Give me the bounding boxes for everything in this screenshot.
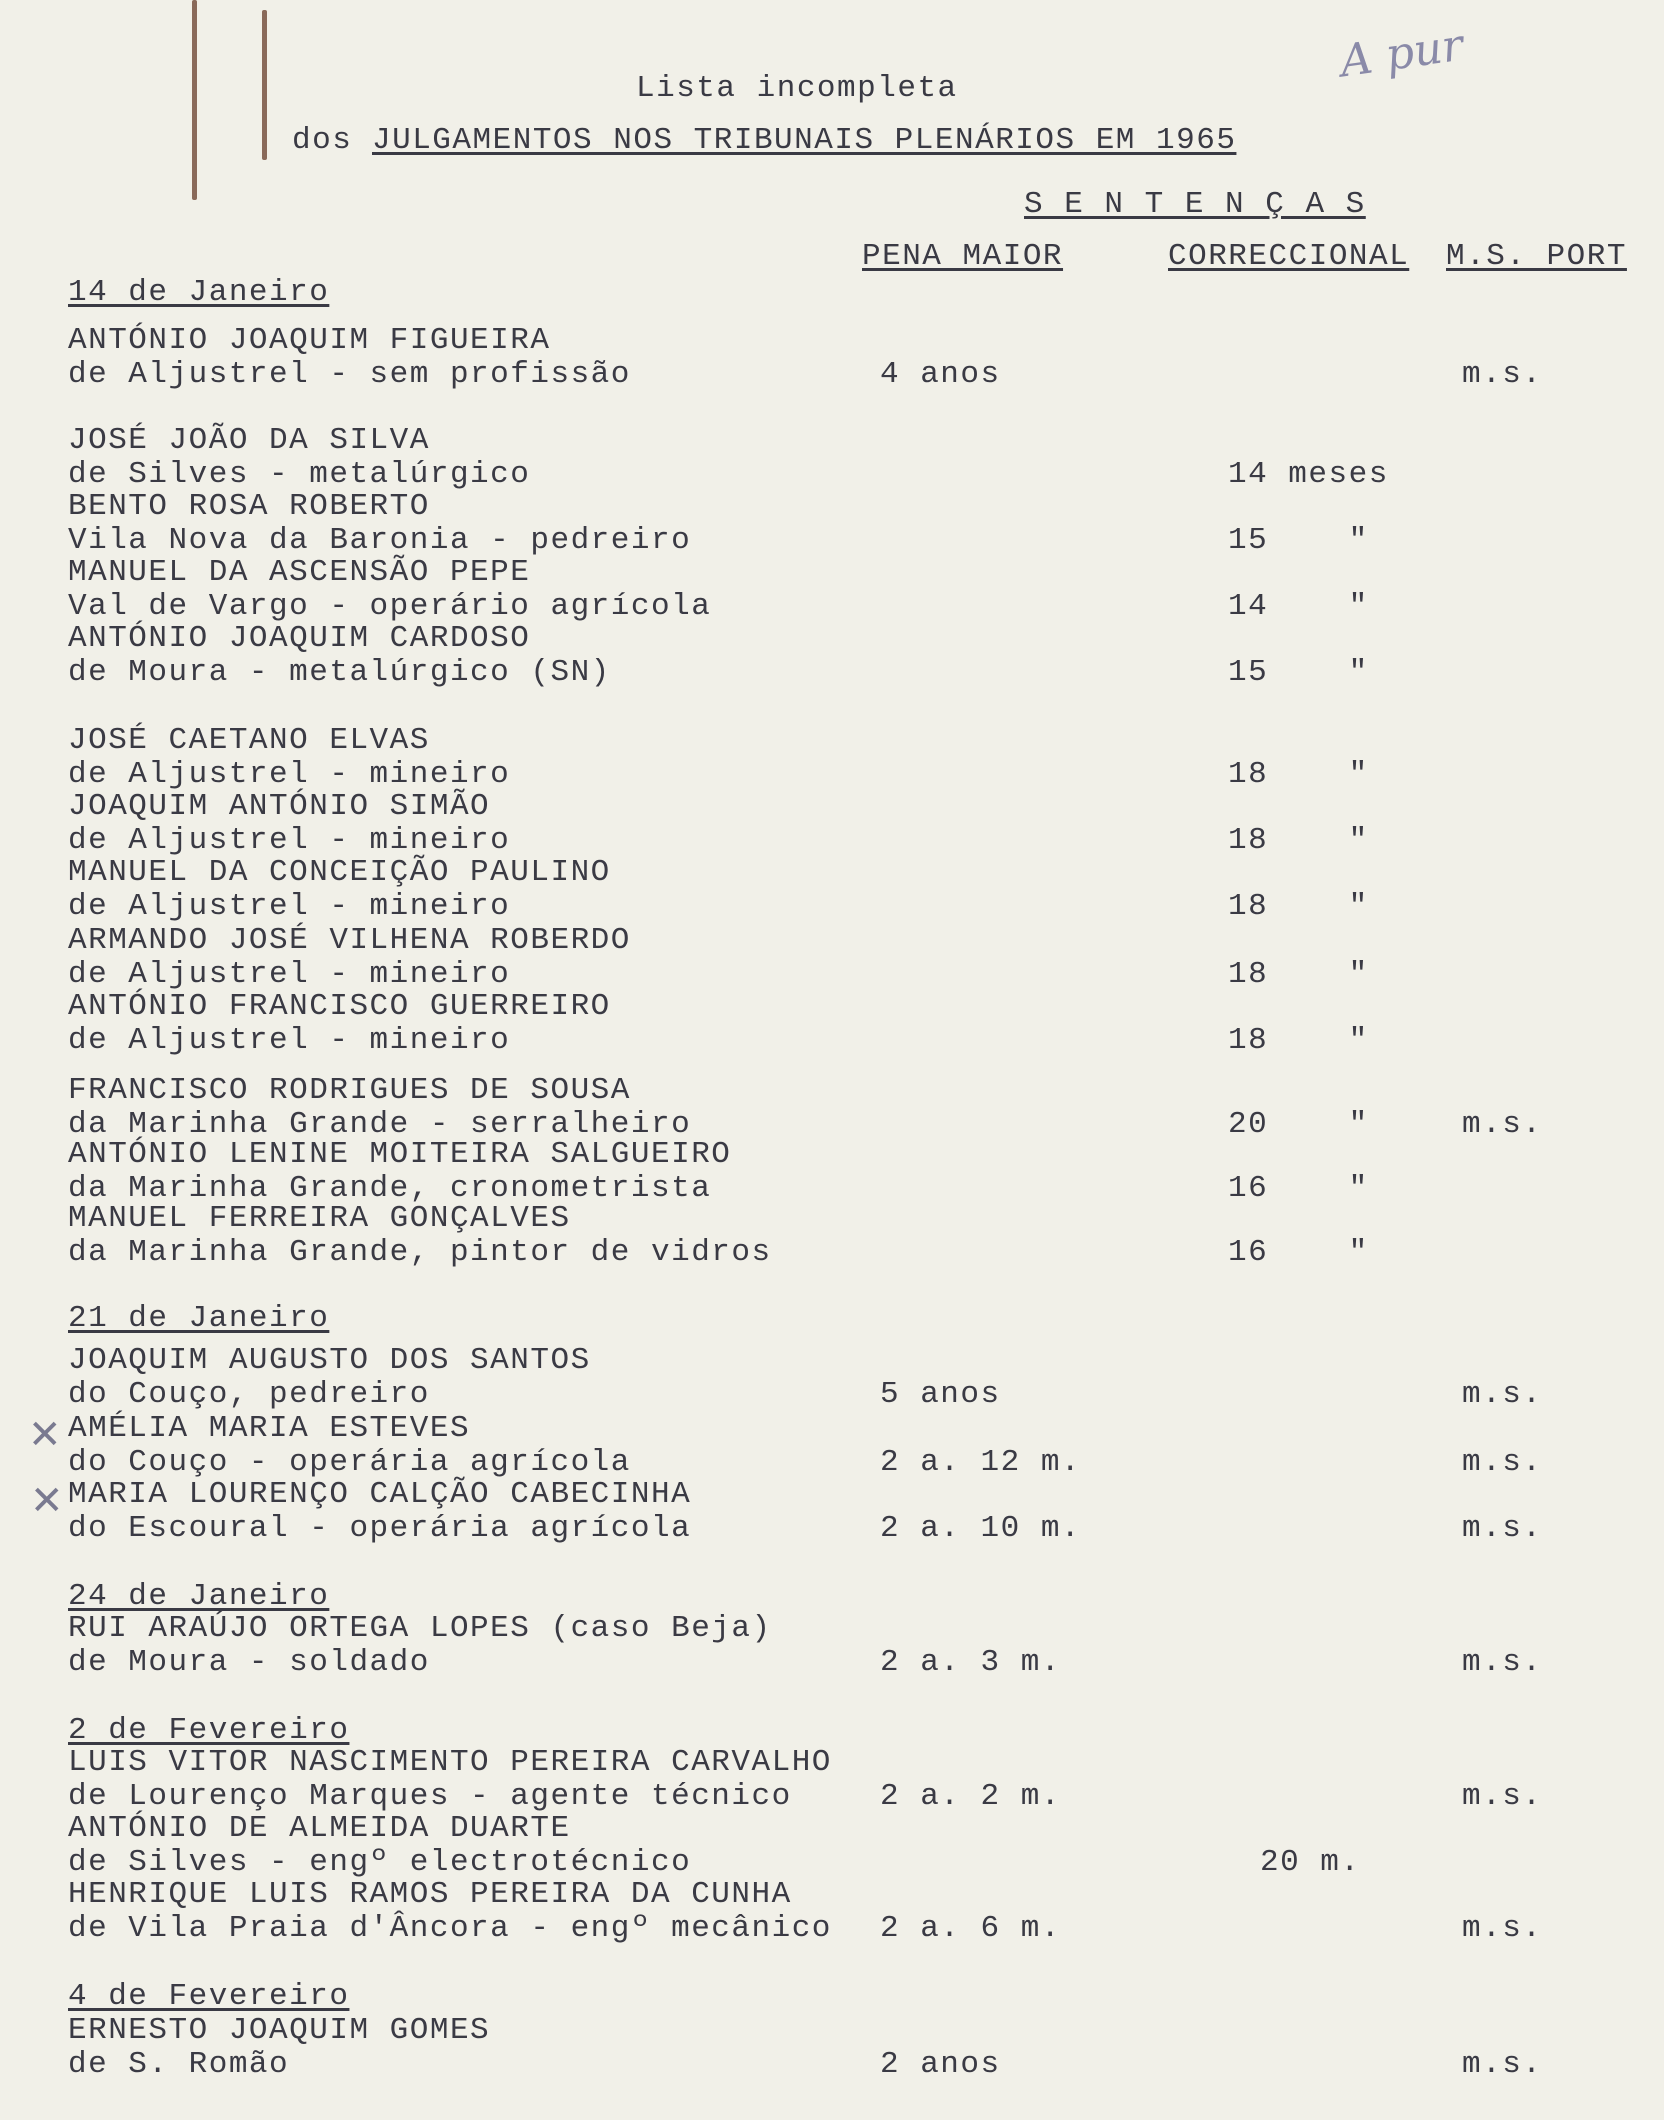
defendant-name: HENRIQUE LUIS RAMOS PEREIRA DA CUNHA — [68, 1877, 792, 1912]
tick-mark: ✕ — [30, 1478, 64, 1524]
sentence-ms: m.s. — [1462, 357, 1543, 392]
defendant-name: MANUEL DA ASCENSÃO PEPE — [68, 555, 531, 590]
col-header-pena-maior: PENA MAIOR — [862, 239, 1064, 274]
defendant-name: FRANCISCO RODRIGUES DE SOUSA — [68, 1073, 631, 1108]
sentence-correccional: 15 " — [1228, 655, 1369, 690]
sentence-correccional: 20 " — [1228, 1107, 1369, 1142]
defendant-name: BENTO ROSA ROBERTO — [68, 489, 430, 524]
staple-mark — [192, 0, 197, 200]
sentence-correccional: 14 meses — [1228, 457, 1389, 492]
sentencas-header: S E N T E N Ç A S — [1024, 187, 1366, 222]
sentence-correccional: 18 " — [1228, 757, 1369, 792]
defendant-detail: de Aljustrel - mineiro — [68, 823, 511, 858]
sentence-correccional: 18 " — [1228, 957, 1369, 992]
sentence-correccional: 18 " — [1228, 889, 1369, 924]
sentence-correccional: 18 " — [1228, 1023, 1369, 1058]
defendant-name: JOSÉ CAETANO ELVAS — [68, 723, 430, 758]
sentence-pena-maior: 5 anos — [880, 1377, 1001, 1412]
doc-title-line2: JULGAMENTOS NOS TRIBUNAIS PLENÁRIOS EM 1965 — [372, 123, 1237, 158]
defendant-detail: da Marinha Grande, pintor de vidros — [68, 1235, 772, 1270]
defendant-detail: de Aljustrel - mineiro — [68, 1023, 511, 1058]
defendant-detail: de Silves - engº electrotécnico — [68, 1845, 692, 1880]
col-header-correccional: CORRECCIONAL — [1168, 239, 1410, 274]
defendant-detail: Val de Vargo - operário agrícola — [68, 589, 712, 624]
defendant-name: JOSÉ JOÃO DA SILVA — [68, 423, 430, 458]
sentence-correccional: 16 " — [1228, 1235, 1369, 1270]
section-date: 21 de Janeiro — [68, 1301, 330, 1336]
defendant-name: ANTÓNIO JOAQUIM CARDOSO — [68, 621, 531, 656]
sentence-correccional: 16 " — [1228, 1171, 1369, 1206]
defendant-name: ARMANDO JOSÉ VILHENA ROBERDO — [68, 923, 631, 958]
defendant-detail: de Moura - metalúrgico (SN) — [68, 655, 611, 690]
defendant-detail: de Silves - metalúrgico — [68, 457, 531, 492]
sentence-ms: m.s. — [1462, 1445, 1543, 1480]
sentence-pena-maior: 2 a. 3 m. — [880, 1645, 1061, 1680]
sentence-ms: m.s. — [1462, 1779, 1543, 1814]
sentence-ms: m.s. — [1462, 2047, 1543, 2082]
defendant-name: JOAQUIM AUGUSTO DOS SANTOS — [68, 1343, 591, 1378]
staple-mark — [262, 10, 267, 160]
defendant-name: LUIS VITOR NASCIMENTO PEREIRA CARVALHO — [68, 1745, 832, 1780]
sentence-pena-maior: 2 a. 10 m. — [880, 1511, 1082, 1546]
section-date: 4 de Fevereiro — [68, 1979, 350, 2014]
sentence-pena-maior: 2 a. 2 m. — [880, 1779, 1061, 1814]
defendant-detail: da Marinha Grande - serralheiro — [68, 1107, 692, 1142]
defendant-name: JOAQUIM ANTÓNIO SIMÃO — [68, 789, 491, 824]
sentence-pena-maior: 2 a. 12 m. — [880, 1445, 1082, 1480]
sentence-pena-maior: 4 anos — [880, 357, 1001, 392]
defendant-detail: de Aljustrel - sem profissão — [68, 357, 631, 392]
section-date: 14 de Janeiro — [68, 275, 330, 310]
sentence-correccional: 14 " — [1228, 589, 1369, 624]
sentence-ms: m.s. — [1462, 1645, 1543, 1680]
defendant-detail: de Vila Praia d'Âncora - engº mecânico — [68, 1911, 832, 1946]
defendant-name: ANTÓNIO FRANCISCO GUERREIRO — [68, 989, 611, 1024]
tick-mark: ✕ — [28, 1412, 62, 1458]
defendant-name: ERNESTO JOAQUIM GOMES — [68, 2013, 491, 2048]
defendant-detail: do Couço - operária agrícola — [68, 1445, 631, 1480]
defendant-detail: de Lourenço Marques - agente técnico — [68, 1779, 792, 1814]
defendant-detail: do Escoural - operária agrícola — [68, 1511, 692, 1546]
defendant-name: AMÉLIA MARIA ESTEVES — [68, 1411, 471, 1446]
defendant-detail: do Couço, pedreiro — [68, 1377, 430, 1412]
section-date: 2 de Fevereiro — [68, 1713, 350, 1748]
defendant-name: ANTÓNIO LENINE MOITEIRA SALGUEIRO — [68, 1137, 732, 1172]
defendant-detail: de Aljustrel - mineiro — [68, 757, 511, 792]
sentence-pena-maior: 2 a. 6 m. — [880, 1911, 1061, 1946]
defendant-name: ANTÓNIO JOAQUIM FIGUEIRA — [68, 323, 551, 358]
defendant-detail: de S. Romão — [68, 2047, 290, 2082]
sentence-ms: m.s. — [1462, 1107, 1543, 1142]
defendant-detail: de Aljustrel - mineiro — [68, 957, 511, 992]
defendant-detail: de Moura - soldado — [68, 1645, 430, 1680]
sentence-ms: m.s. — [1462, 1511, 1543, 1546]
sentence-ms: m.s. — [1462, 1377, 1543, 1412]
sentence-correccional: 18 " — [1228, 823, 1369, 858]
defendant-name: MANUEL DA CONCEIÇÃO PAULINO — [68, 855, 611, 890]
defendant-detail: de Aljustrel - mineiro — [68, 889, 511, 924]
defendant-detail: Vila Nova da Baronia - pedreiro — [68, 523, 692, 558]
sentence-ms: m.s. — [1462, 1911, 1543, 1946]
defendant-detail: da Marinha Grande, cronometrista — [68, 1171, 712, 1206]
sentence-pena-maior: 2 anos — [880, 2047, 1001, 2082]
doc-title-line1: Lista incompleta — [636, 71, 958, 106]
sentence-correccional: 15 " — [1228, 523, 1369, 558]
defendant-name: RUI ARAÚJO ORTEGA LOPES (caso Beja) — [68, 1611, 772, 1646]
col-header-ms-por: M.S. PORT — [1446, 239, 1627, 274]
sentence-correccional: 20 m. — [1260, 1845, 1361, 1880]
doc-title-prefix: dos — [292, 123, 353, 158]
handwritten-note: A pur — [1337, 19, 1467, 88]
section-date: 24 de Janeiro — [68, 1579, 330, 1614]
defendant-name: ANTÓNIO DE ALMEIDA DUARTE — [68, 1811, 571, 1846]
defendant-name: MANUEL FERREIRA GONÇALVES — [68, 1201, 571, 1236]
defendant-name: MARIA LOURENÇO CALÇÃO CABECINHA — [68, 1477, 692, 1512]
